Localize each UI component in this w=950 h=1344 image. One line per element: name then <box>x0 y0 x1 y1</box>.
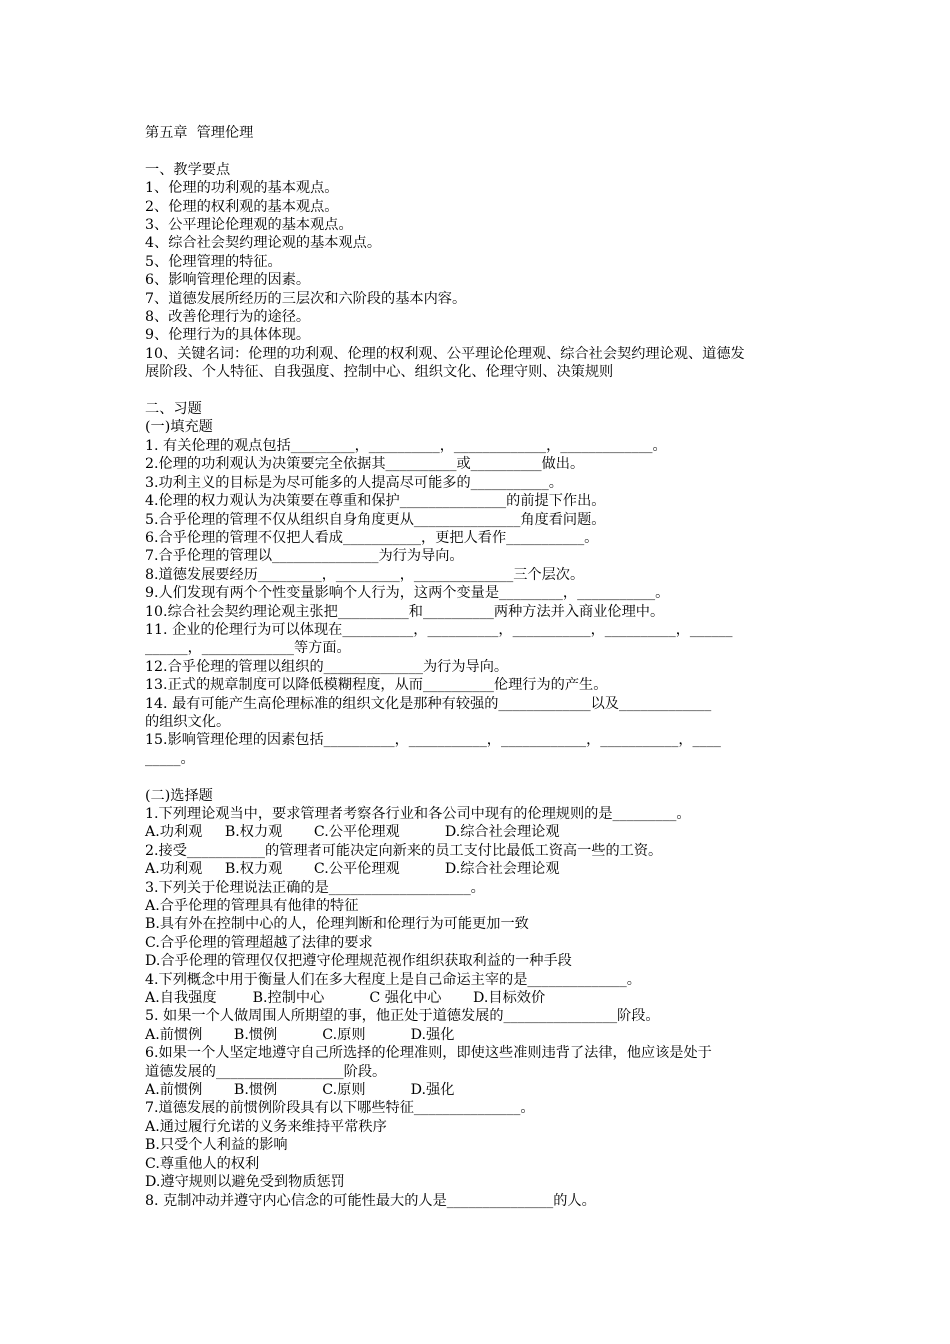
choice-question-line: 4.下列概念中用于衡量人们在多大程度上是自己命运主宰的是______________。 <box>145 971 641 988</box>
choice-question-line: 8. 克制冲动并遵守内心信念的可能性最大的人是_______________的人。 <box>145 1192 596 1209</box>
choice-options-line: A.自我强度 B.控制中心 C 强化中心 D.目标效价 <box>145 990 546 1007</box>
fill-question-line: 的组织文化。 <box>145 713 231 730</box>
choice-section <box>145 787 810 1210</box>
choice-option: C.尊重他人的权利 <box>145 1155 260 1172</box>
list-item: 2、伦理的权利观的基本观点。 <box>145 198 339 215</box>
choice-option: B.具有外在控制中心的人，伦理判断和伦理行为可能更加一致 <box>145 916 529 933</box>
choice-option: A.合乎伦理的管理具有他律的特征 <box>145 898 359 915</box>
section-heading: 二、习题 <box>145 401 202 418</box>
list-item: 8、改善伦理行为的途径。 <box>145 309 311 326</box>
fill-question-line: ______，_____________等方面。 <box>145 640 351 657</box>
choice-option: D.合乎伦理的管理仅仅把遵守伦理规范视作组织获取利益的一种手段 <box>145 953 572 970</box>
teaching-points-section <box>145 161 810 382</box>
choice-options-line: A.功利观 B.权力观 C.公平伦理观 D.综合社会理论观 <box>145 861 560 878</box>
choice-question-line: 1.下列理论观当中，要求管理者考察各行业和各公司中现有的伦理规则的是_________。 <box>145 805 691 822</box>
choice-question-line: 道德发展的__________________阶段。 <box>145 1063 387 1080</box>
fill-question-line: 14. 最有可能产生高伦理标准的组织文化是那种有较强的_____________以及_____________ <box>145 695 712 712</box>
choice-options-line: A.前惯例 B.惯例 C.原则 D.强化 <box>145 1026 455 1043</box>
choice-option: B.只受个人利益的影响 <box>145 1137 288 1154</box>
fill-question-line: 9.人们发现有两个个性变量影响个人行为，这两个变量是_________，___________。 <box>145 585 670 602</box>
choice-question-line: 2.接受___________的管理者可能决定向新来的员工支付比最低工资高一些的工资。 <box>145 842 663 859</box>
choice-option: C.合乎伦理的管理超越了法律的要求 <box>145 934 373 951</box>
choice-question-line: 6.如果一个人坚定地遵守自己所选择的伦理准则，即使这些准则违背了法律，他应该是处于 <box>145 1045 712 1062</box>
fill-question-line: 11. 企业的伦理行为可以体现在__________，__________，___________，__________，______ <box>145 621 733 638</box>
page-title: 第五章 管理伦理 <box>145 125 254 141</box>
fill-question-line: 2.伦理的功利观认为决策要完全依据其__________或__________做出。 <box>145 456 585 473</box>
list-item: 6、影响管理伦理的因素。 <box>145 272 311 289</box>
subsection-heading: (一)填充题 <box>145 419 213 436</box>
fill-question-line: 1. 有关伦理的观点包括_________，__________，_____________，_____________。 <box>145 437 667 454</box>
keywords-line: 展阶段、个人特征、自我强度、控制中心、组织文化、伦理守则、决策规则 <box>145 364 614 381</box>
list-item: 9、伦理行为的具体体现。 <box>145 327 311 344</box>
fill-question-line: 8.道德发展要经历_________，_________，______________三个层次。 <box>145 566 585 583</box>
fill-question-line: 4.伦理的权力观认为决策要在尊重和保护_______________的前提下作出。 <box>145 493 606 510</box>
choice-option: A.通过履行允诺的义务来维持平常秩序 <box>145 1118 387 1135</box>
choice-option: D.遵守规则以避免受到物质惩罚 <box>145 1174 345 1191</box>
choice-options-line: A.前惯例 B.惯例 C.原则 D.强化 <box>145 1082 455 1099</box>
list-item: 4、综合社会契约理论观的基本观点。 <box>145 235 382 252</box>
fill-question-line: 13.正式的规章制度可以降低模糊程度，从而__________伦理行为的产生。 <box>145 677 608 694</box>
fill-question-line: 6.合乎伦理的管理不仅把人看成___________，更把人看作___________。 <box>145 529 599 546</box>
fill-question-line: _____。 <box>145 750 195 767</box>
choice-question-line: 3.下列关于伦理说法正确的是____________________。 <box>145 879 485 896</box>
fill-question-line: 7.合乎伦理的管理以_______________为行为导向。 <box>145 548 464 565</box>
choice-question-line: 5. 如果一个人做周围人所期望的事，他正处于道德发展的________________阶段。 <box>145 1008 660 1025</box>
list-item: 1、伦理的功利观的基本观点。 <box>145 180 339 197</box>
list-item: 5、伦理管理的特征。 <box>145 253 282 270</box>
document-page <box>145 124 810 1210</box>
fill-question-line: 12.合乎伦理的管理以组织的______________为行为导向。 <box>145 658 509 675</box>
subsection-heading: (二)选择题 <box>145 787 213 804</box>
fill-question-line: 3.功利主义的目标是为尽可能多的人提高尽可能多的___________。 <box>145 474 563 491</box>
fill-question-line: 10.综合社会契约理论观主张把__________和__________两种方法并入商业伦理中。 <box>145 603 665 620</box>
keywords-line: 10、关键名词：伦理的功利观、伦理的权利观、公平理论伦理观、综合社会契约理论观、道德发 <box>145 345 745 362</box>
choice-question-line: 7.道德发展的前惯例阶段具有以下哪些特征_______________。 <box>145 1100 535 1117</box>
list-item: 7、道德发展所经历的三层次和六阶段的基本内容。 <box>145 290 467 307</box>
section-heading: 一、教学要点 <box>145 161 231 178</box>
fill-question-line: 15.影响管理伦理的因素包括__________，___________，____________，___________，____ <box>145 732 721 749</box>
exercises-section <box>145 400 810 768</box>
fill-question-line: 5.合乎伦理的管理不仅从组织自身角度更从_______________角度看问题。 <box>145 511 606 528</box>
choice-options-line: A.功利观 B.权力观 C.公平伦理观 D.综合社会理论观 <box>145 824 560 841</box>
list-item: 3、公平理论伦理观的基本观点。 <box>145 217 353 234</box>
